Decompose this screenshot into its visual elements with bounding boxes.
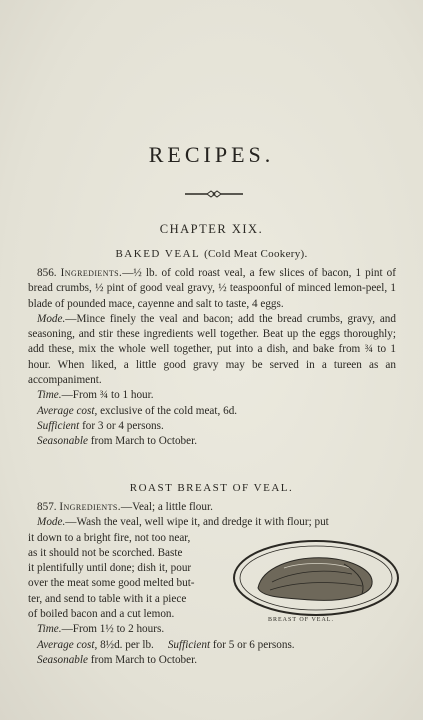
cost-text: 8½d. per lb. (97, 638, 154, 651)
seasonable-label: Seasonable (37, 653, 88, 666)
mode-text: —Wash the veal, well wipe it, and dredge it with flour; put (65, 516, 329, 529)
sufficient-text: for 3 or 4 persons. (79, 419, 164, 432)
sufficient-line (28, 419, 396, 434)
recipe-body-baked-veal (28, 266, 396, 450)
mode-paragraph (28, 312, 396, 388)
sufficient-text: for 5 or 6 persons. (210, 638, 295, 651)
mode-wrap-line: ter, and send to table with it a piece (28, 592, 187, 605)
divider-ornament (185, 190, 243, 198)
mode-wrap-line: over the meat some good melted but- (28, 577, 195, 590)
ingredients-paragraph (28, 266, 396, 312)
cost-label: Average cost, (37, 404, 98, 417)
cost-line (28, 638, 396, 653)
mode-wrap-line: it plentifully until done; dish it, pour (28, 562, 192, 575)
ingredients-text: —½ lb. of cold roast veal, a few slices of bacon, 1 pint of bread crumbs, ½ pint of good veal gravy, ½ teaspoonful of minced lemon-peel, 1 blade of pounded mace, cayenne and salt to taste, 4 eggs. (28, 267, 396, 310)
mode-wrapped-text (28, 531, 220, 623)
chapter-heading: CHAPTER XIX. (159, 222, 264, 236)
running-head: RECIPES. (148, 142, 275, 167)
mode-wrap-line: as it should not be scorched. Baste (28, 546, 183, 559)
cost-label: Average cost, (37, 638, 98, 651)
time-label: Time. (37, 623, 62, 636)
seasonable-label: Seasonable (37, 435, 88, 448)
figure-caption: BREAST OF VEAL. (268, 617, 334, 623)
mode-wrap-line: of boiled bacon and a cut lemon. (28, 608, 175, 621)
seasonable-line (28, 653, 396, 668)
sufficient-label: Sufficient (37, 419, 80, 432)
seasonable-text: from March to October. (87, 435, 198, 448)
cost-line (28, 404, 396, 419)
time-line (28, 622, 396, 637)
time-text: —From ¾ to 1 hour. (61, 389, 154, 402)
seasonable-text: from March to October. (87, 653, 198, 666)
ingredients-text: —Veal; a little flour. (120, 501, 213, 513)
mode-label: Mode. (37, 312, 66, 325)
recipe-title-roast-breast: ROAST BREAST OF VEAL. (129, 482, 294, 494)
ingredients-label: Ingredients. (59, 501, 121, 513)
recipe-number: 856. (37, 267, 57, 279)
time-line (28, 388, 396, 403)
mode-wrap-line: it down to a bright fire, not too near, (28, 531, 191, 544)
cost-text: exclusive of the cold meat, 6d. (97, 404, 238, 417)
recipe-number: 857. (37, 501, 57, 513)
mode-text: —Mince finely the veal and bacon; add the bread crumbs, gravy, and seasoning, and stir these ingredients well together. Beat up the eggs thoroughly; add these, mix the whole well together, put into a dish, and bake from ¾ to 1 hour. When liked, a little good gravy may be served in a tureen as an accompaniment. (28, 312, 396, 387)
sufficient-label: Sufficient (167, 638, 211, 651)
seasonable-line (28, 434, 396, 449)
mode-line (28, 515, 396, 530)
time-text: —From 1½ to 2 hours. (61, 623, 165, 636)
ingredients-paragraph (28, 500, 396, 515)
recipe-subtitle: (Cold Meat Cookery). (204, 248, 308, 260)
breast-of-veal-illustration (232, 538, 400, 618)
ingredients-label: Ingredients. (60, 267, 123, 279)
time-label: Time. (37, 389, 62, 402)
recipe-title: BAKED VEAL (115, 248, 200, 260)
recipe-title-baked-veal (0, 248, 423, 260)
mode-label: Mode. (37, 516, 66, 529)
